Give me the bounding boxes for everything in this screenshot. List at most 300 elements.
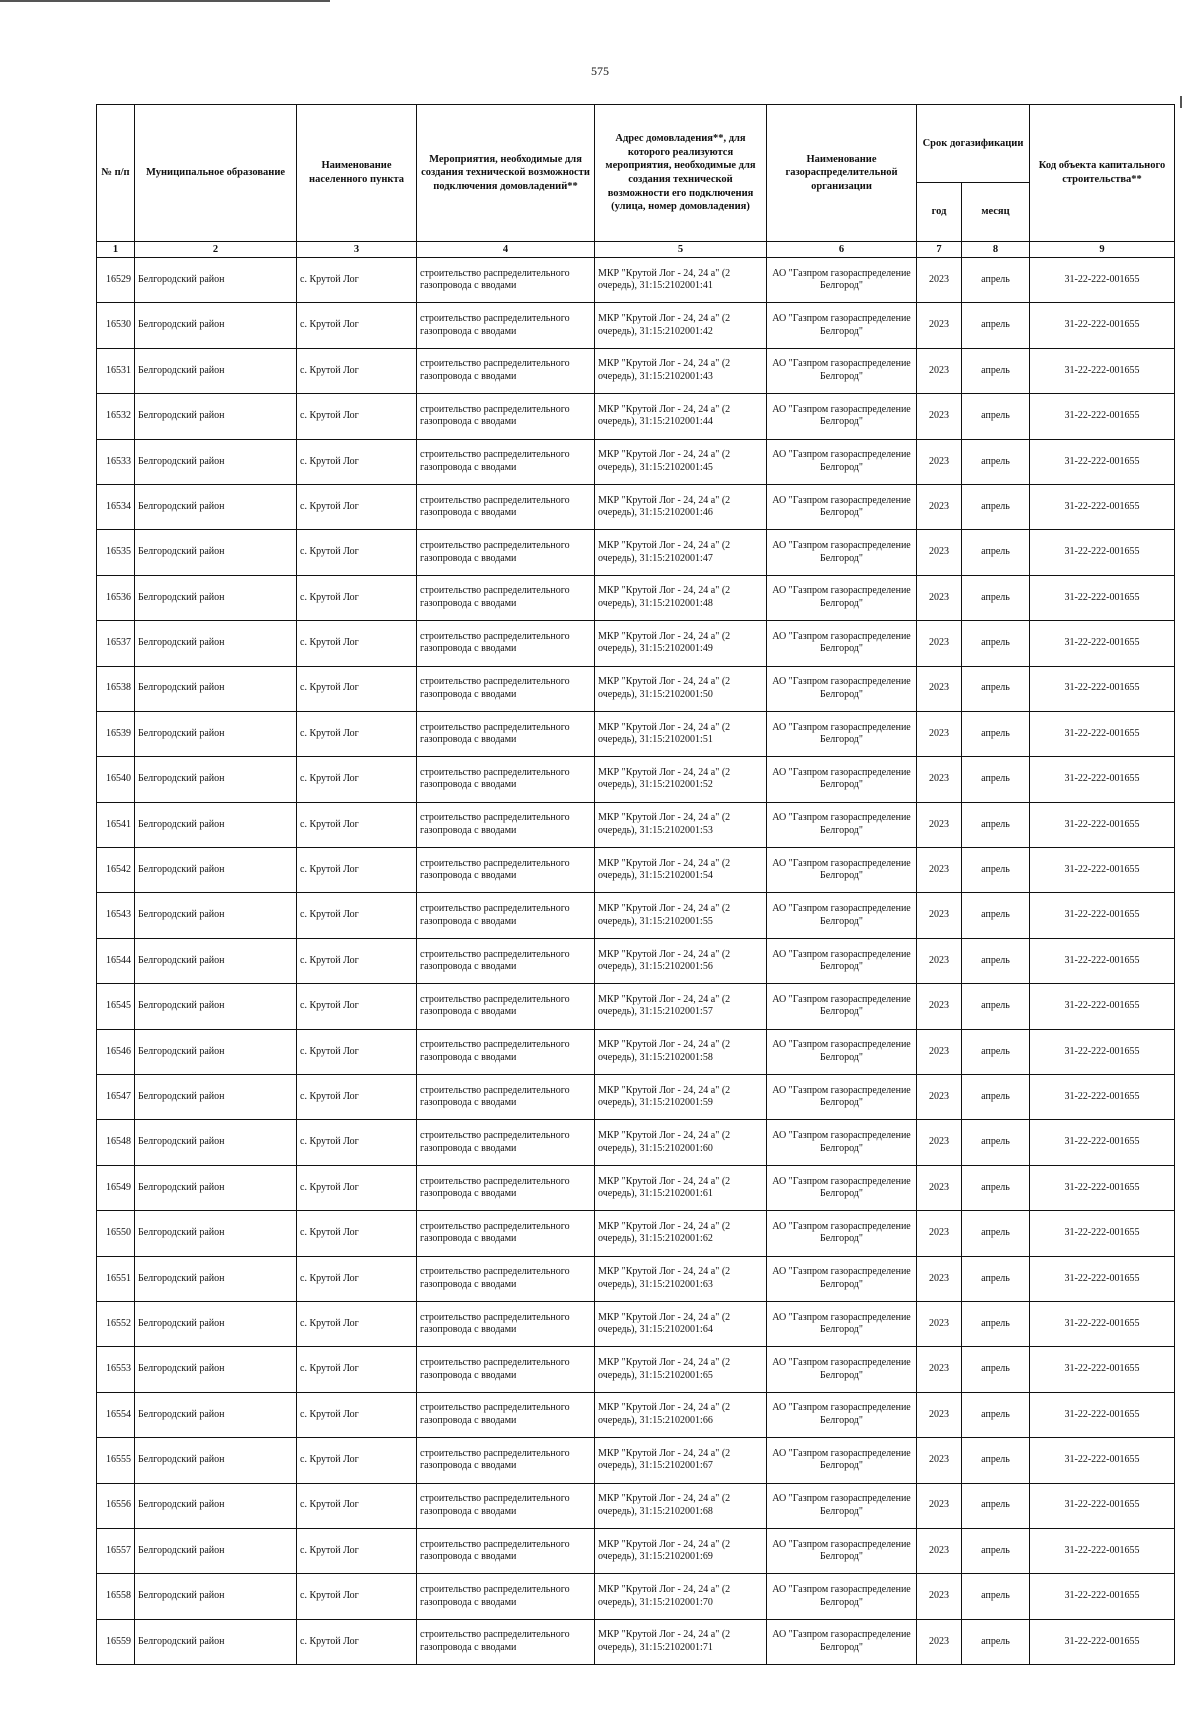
year-cell: 2023 <box>917 1528 962 1573</box>
settlement-cell: с. Крутой Лог <box>297 1075 417 1120</box>
year-cell: 2023 <box>917 1165 962 1210</box>
measures-cell: строительство распределительного газопровода с вводами <box>417 1211 595 1256</box>
settlement-cell: с. Крутой Лог <box>297 802 417 847</box>
settlement-cell: с. Крутой Лог <box>297 1120 417 1165</box>
settlement-cell: с. Крутой Лог <box>297 1256 417 1301</box>
settlement-cell: с. Крутой Лог <box>297 1029 417 1074</box>
municipality-cell: Белгородский район <box>135 1392 297 1437</box>
year-cell: 2023 <box>917 1075 962 1120</box>
measures-cell: строительство распределительного газопровода с вводами <box>417 1256 595 1301</box>
address-cell: МКР "Крутой Лог - 24, 24 а" (2 очередь), 31:15:2102001:54 <box>595 848 767 893</box>
municipality-cell: Белгородский район <box>135 1619 297 1664</box>
municipality-cell: Белгородский район <box>135 802 297 847</box>
object-code-cell: 31-22-222-001655 <box>1030 1211 1175 1256</box>
month-cell: апрель <box>962 1120 1030 1165</box>
address-cell: МКР "Крутой Лог - 24, 24 а" (2 очередь), 31:15:2102001:47 <box>595 530 767 575</box>
year-cell: 2023 <box>917 1211 962 1256</box>
year-cell: 2023 <box>917 1256 962 1301</box>
address-cell: МКР "Крутой Лог - 24, 24 а" (2 очередь), 31:15:2102001:44 <box>595 394 767 439</box>
organization-cell: АО "Газпром газораспределение Белгород" <box>767 1574 917 1619</box>
settlement-cell: с. Крутой Лог <box>297 394 417 439</box>
settlement-cell: с. Крутой Лог <box>297 1438 417 1483</box>
settlement-cell: с. Крутой Лог <box>297 938 417 983</box>
year-cell: 2023 <box>917 575 962 620</box>
object-code-cell: 31-22-222-001655 <box>1030 1438 1175 1483</box>
row-number: 16549 <box>97 1165 135 1210</box>
measures-cell: строительство распределительного газопровода с вводами <box>417 575 595 620</box>
year-cell: 2023 <box>917 757 962 802</box>
organization-cell: АО "Газпром газораспределение Белгород" <box>767 303 917 348</box>
table-row <box>97 575 1175 620</box>
table-row <box>97 938 1175 983</box>
municipality-cell: Белгородский район <box>135 984 297 1029</box>
organization-cell: АО "Газпром газораспределение Белгород" <box>767 1301 917 1346</box>
measures-cell: строительство распределительного газопровода с вводами <box>417 848 595 893</box>
row-number: 16546 <box>97 1029 135 1074</box>
address-cell: МКР "Крутой Лог - 24, 24 а" (2 очередь), 31:15:2102001:61 <box>595 1165 767 1210</box>
object-code-cell: 31-22-222-001655 <box>1030 484 1175 529</box>
column-number: 4 <box>417 242 595 258</box>
column-number: 1 <box>97 242 135 258</box>
settlement-cell: с. Крутой Лог <box>297 984 417 1029</box>
address-cell: МКР "Крутой Лог - 24, 24 а" (2 очередь), 31:15:2102001:53 <box>595 802 767 847</box>
address-cell: МКР "Крутой Лог - 24, 24 а" (2 очередь), 31:15:2102001:70 <box>595 1574 767 1619</box>
year-cell: 2023 <box>917 711 962 756</box>
row-number: 16550 <box>97 1211 135 1256</box>
measures-cell: строительство распределительного газопровода с вводами <box>417 1528 595 1573</box>
row-number: 16545 <box>97 984 135 1029</box>
organization-cell: АО "Газпром газораспределение Белгород" <box>767 984 917 1029</box>
object-code-cell: 31-22-222-001655 <box>1030 757 1175 802</box>
table-row <box>97 1165 1175 1210</box>
year-cell: 2023 <box>917 1438 962 1483</box>
year-cell: 2023 <box>917 1619 962 1664</box>
measures-cell: строительство распределительного газопровода с вводами <box>417 711 595 756</box>
year-cell: 2023 <box>917 984 962 1029</box>
measures-cell: строительство распределительного газопровода с вводами <box>417 394 595 439</box>
organization-cell: АО "Газпром газораспределение Белгород" <box>767 1256 917 1301</box>
municipality-cell: Белгородский район <box>135 757 297 802</box>
settlement-cell: с. Крутой Лог <box>297 1392 417 1437</box>
month-cell: апрель <box>962 1392 1030 1437</box>
table-row <box>97 1120 1175 1165</box>
measures-cell: строительство распределительного газопровода с вводами <box>417 258 595 303</box>
row-number: 16556 <box>97 1483 135 1528</box>
month-cell: апрель <box>962 348 1030 393</box>
row-number: 16537 <box>97 621 135 666</box>
address-cell: МКР "Крутой Лог - 24, 24 а" (2 очередь), 31:15:2102001:57 <box>595 984 767 1029</box>
measures-cell: строительство распределительного газопровода с вводами <box>417 893 595 938</box>
municipality-cell: Белгородский район <box>135 1165 297 1210</box>
year-cell: 2023 <box>917 1392 962 1437</box>
municipality-cell: Белгородский район <box>135 1211 297 1256</box>
object-code-cell: 31-22-222-001655 <box>1030 1483 1175 1528</box>
table-row <box>97 348 1175 393</box>
measures-cell: строительство распределительного газопровода с вводами <box>417 348 595 393</box>
address-cell: МКР "Крутой Лог - 24, 24 а" (2 очередь), 31:15:2102001:67 <box>595 1438 767 1483</box>
month-cell: апрель <box>962 303 1030 348</box>
row-number: 16538 <box>97 666 135 711</box>
month-cell: апрель <box>962 530 1030 575</box>
measures-cell: строительство распределительного газопровода с вводами <box>417 1619 595 1664</box>
municipality-cell: Белгородский район <box>135 1075 297 1120</box>
row-number: 16540 <box>97 757 135 802</box>
table-row <box>97 1483 1175 1528</box>
row-number: 16552 <box>97 1301 135 1346</box>
scan-artifact <box>0 0 330 2</box>
table-row <box>97 530 1175 575</box>
header-organization: Наименование газораспределительной организации <box>767 105 917 242</box>
row-number: 16531 <box>97 348 135 393</box>
table-row <box>97 258 1175 303</box>
year-cell: 2023 <box>917 848 962 893</box>
municipality-cell: Белгородский район <box>135 1301 297 1346</box>
object-code-cell: 31-22-222-001655 <box>1030 1075 1175 1120</box>
column-number: 2 <box>135 242 297 258</box>
header-month: месяц <box>962 183 1030 242</box>
municipality-cell: Белгородский район <box>135 711 297 756</box>
address-cell: МКР "Крутой Лог - 24, 24 а" (2 очередь), 31:15:2102001:56 <box>595 938 767 983</box>
object-code-cell: 31-22-222-001655 <box>1030 1256 1175 1301</box>
organization-cell: АО "Газпром газораспределение Белгород" <box>767 893 917 938</box>
organization-cell: АО "Газпром газораспределение Белгород" <box>767 848 917 893</box>
settlement-cell: с. Крутой Лог <box>297 1301 417 1346</box>
row-number: 16535 <box>97 530 135 575</box>
measures-cell: строительство распределительного газопровода с вводами <box>417 938 595 983</box>
year-cell: 2023 <box>917 348 962 393</box>
measures-cell: строительство распределительного газопровода с вводами <box>417 530 595 575</box>
column-number: 6 <box>767 242 917 258</box>
table-header <box>97 105 1175 258</box>
table-row <box>97 484 1175 529</box>
table-row <box>97 1256 1175 1301</box>
organization-cell: АО "Газпром газораспределение Белгород" <box>767 802 917 847</box>
measures-cell: строительство распределительного газопровода с вводами <box>417 1165 595 1210</box>
measures-cell: строительство распределительного газопровода с вводами <box>417 802 595 847</box>
address-cell: МКР "Крутой Лог - 24, 24 а" (2 очередь), 31:15:2102001:42 <box>595 303 767 348</box>
month-cell: апрель <box>962 1165 1030 1210</box>
municipality-cell: Белгородский район <box>135 1483 297 1528</box>
year-cell: 2023 <box>917 893 962 938</box>
settlement-cell: с. Крутой Лог <box>297 1528 417 1573</box>
object-code-cell: 31-22-222-001655 <box>1030 1347 1175 1392</box>
row-number: 16544 <box>97 938 135 983</box>
organization-cell: АО "Газпром газораспределение Белгород" <box>767 1528 917 1573</box>
settlement-cell: с. Крутой Лог <box>297 1165 417 1210</box>
settlement-cell: с. Крутой Лог <box>297 1347 417 1392</box>
row-number: 16536 <box>97 575 135 620</box>
header-year: год <box>917 183 962 242</box>
year-cell: 2023 <box>917 1483 962 1528</box>
address-cell: МКР "Крутой Лог - 24, 24 а" (2 очередь), 31:15:2102001:60 <box>595 1120 767 1165</box>
year-cell: 2023 <box>917 938 962 983</box>
object-code-cell: 31-22-222-001655 <box>1030 1574 1175 1619</box>
organization-cell: АО "Газпром газораспределение Белгород" <box>767 757 917 802</box>
settlement-cell: с. Крутой Лог <box>297 893 417 938</box>
object-code-cell: 31-22-222-001655 <box>1030 938 1175 983</box>
address-cell: МКР "Крутой Лог - 24, 24 а" (2 очередь), 31:15:2102001:52 <box>595 757 767 802</box>
column-number: 5 <box>595 242 767 258</box>
address-cell: МКР "Крутой Лог - 24, 24 а" (2 очередь), 31:15:2102001:66 <box>595 1392 767 1437</box>
month-cell: апрель <box>962 394 1030 439</box>
address-cell: МКР "Крутой Лог - 24, 24 а" (2 очередь), 31:15:2102001:64 <box>595 1301 767 1346</box>
measures-cell: строительство распределительного газопровода с вводами <box>417 1301 595 1346</box>
settlement-cell: с. Крутой Лог <box>297 484 417 529</box>
table-row <box>97 848 1175 893</box>
object-code-cell: 31-22-222-001655 <box>1030 848 1175 893</box>
table-row <box>97 711 1175 756</box>
organization-cell: АО "Газпром газораспределение Белгород" <box>767 1120 917 1165</box>
object-code-cell: 31-22-222-001655 <box>1030 802 1175 847</box>
address-cell: МКР "Крутой Лог - 24, 24 а" (2 очередь), 31:15:2102001:71 <box>595 1619 767 1664</box>
header-measures: Мероприятия, необходимые для создания технической возможности подключения домовладений** <box>417 105 595 242</box>
municipality-cell: Белгородский район <box>135 1574 297 1619</box>
object-code-cell: 31-22-222-001655 <box>1030 575 1175 620</box>
measures-cell: строительство распределительного газопровода с вводами <box>417 984 595 1029</box>
month-cell: апрель <box>962 1574 1030 1619</box>
year-cell: 2023 <box>917 439 962 484</box>
month-cell: апрель <box>962 1483 1030 1528</box>
object-code-cell: 31-22-222-001655 <box>1030 1120 1175 1165</box>
municipality-cell: Белгородский район <box>135 1438 297 1483</box>
measures-cell: строительство распределительного газопровода с вводами <box>417 1438 595 1483</box>
year-cell: 2023 <box>917 530 962 575</box>
year-cell: 2023 <box>917 666 962 711</box>
settlement-cell: с. Крутой Лог <box>297 303 417 348</box>
organization-cell: АО "Газпром газораспределение Белгород" <box>767 1029 917 1074</box>
municipality-cell: Белгородский район <box>135 848 297 893</box>
object-code-cell: 31-22-222-001655 <box>1030 1029 1175 1074</box>
table-row <box>97 439 1175 484</box>
settlement-cell: с. Крутой Лог <box>297 348 417 393</box>
row-number: 16529 <box>97 258 135 303</box>
settlement-cell: с. Крутой Лог <box>297 1483 417 1528</box>
address-cell: МКР "Крутой Лог - 24, 24 а" (2 очередь), 31:15:2102001:59 <box>595 1075 767 1120</box>
measures-cell: строительство распределительного газопровода с вводами <box>417 621 595 666</box>
organization-cell: АО "Газпром газораспределение Белгород" <box>767 711 917 756</box>
address-cell: МКР "Крутой Лог - 24, 24 а" (2 очередь), 31:15:2102001:69 <box>595 1528 767 1573</box>
object-code-cell: 31-22-222-001655 <box>1030 1301 1175 1346</box>
municipality-cell: Белгородский район <box>135 394 297 439</box>
row-number: 16534 <box>97 484 135 529</box>
municipality-cell: Белгородский район <box>135 1528 297 1573</box>
header-settlement: Наименование населенного пункта <box>297 105 417 242</box>
measures-cell: строительство распределительного газопровода с вводами <box>417 303 595 348</box>
year-cell: 2023 <box>917 484 962 529</box>
table-row <box>97 1301 1175 1346</box>
address-cell: МКР "Крутой Лог - 24, 24 а" (2 очередь), 31:15:2102001:41 <box>595 258 767 303</box>
measures-cell: строительство распределительного газопровода с вводами <box>417 1075 595 1120</box>
table-row <box>97 1528 1175 1573</box>
organization-cell: АО "Газпром газораспределение Белгород" <box>767 1075 917 1120</box>
organization-cell: АО "Газпром газораспределение Белгород" <box>767 530 917 575</box>
organization-cell: АО "Газпром газораспределение Белгород" <box>767 621 917 666</box>
row-number: 16553 <box>97 1347 135 1392</box>
settlement-cell: с. Крутой Лог <box>297 666 417 711</box>
month-cell: апрель <box>962 984 1030 1029</box>
municipality-cell: Белгородский район <box>135 1347 297 1392</box>
header-object-code: Код объекта капитального строительства** <box>1030 105 1175 242</box>
settlement-cell: с. Крутой Лог <box>297 1619 417 1664</box>
address-cell: МКР "Крутой Лог - 24, 24 а" (2 очередь), 31:15:2102001:46 <box>595 484 767 529</box>
settlement-cell: с. Крутой Лог <box>297 757 417 802</box>
scan-artifact <box>1180 96 1182 108</box>
object-code-cell: 31-22-222-001655 <box>1030 258 1175 303</box>
object-code-cell: 31-22-222-001655 <box>1030 303 1175 348</box>
row-number: 16557 <box>97 1528 135 1573</box>
organization-cell: АО "Газпром газораспределение Белгород" <box>767 394 917 439</box>
row-number: 16551 <box>97 1256 135 1301</box>
municipality-cell: Белгородский район <box>135 621 297 666</box>
settlement-cell: с. Крутой Лог <box>297 711 417 756</box>
row-number: 16559 <box>97 1619 135 1664</box>
object-code-cell: 31-22-222-001655 <box>1030 439 1175 484</box>
object-code-cell: 31-22-222-001655 <box>1030 348 1175 393</box>
municipality-cell: Белгородский район <box>135 303 297 348</box>
organization-cell: АО "Газпром газораспределение Белгород" <box>767 484 917 529</box>
row-number: 16547 <box>97 1075 135 1120</box>
municipality-cell: Белгородский район <box>135 575 297 620</box>
month-cell: апрель <box>962 711 1030 756</box>
month-cell: апрель <box>962 938 1030 983</box>
month-cell: апрель <box>962 802 1030 847</box>
row-number: 16555 <box>97 1438 135 1483</box>
row-number: 16541 <box>97 802 135 847</box>
year-cell: 2023 <box>917 394 962 439</box>
month-cell: апрель <box>962 1256 1030 1301</box>
month-cell: апрель <box>962 1029 1030 1074</box>
row-number: 16543 <box>97 893 135 938</box>
municipality-cell: Белгородский район <box>135 348 297 393</box>
month-cell: апрель <box>962 666 1030 711</box>
row-number: 16554 <box>97 1392 135 1437</box>
table-row <box>97 621 1175 666</box>
measures-cell: строительство распределительного газопровода с вводами <box>417 1392 595 1437</box>
object-code-cell: 31-22-222-001655 <box>1030 1528 1175 1573</box>
row-number: 16539 <box>97 711 135 756</box>
column-number: 9 <box>1030 242 1175 258</box>
table-row <box>97 666 1175 711</box>
month-cell: апрель <box>962 484 1030 529</box>
organization-cell: АО "Газпром газораспределение Белгород" <box>767 1392 917 1437</box>
organization-cell: АО "Газпром газораспределение Белгород" <box>767 1347 917 1392</box>
month-cell: апрель <box>962 848 1030 893</box>
measures-cell: строительство распределительного газопровода с вводами <box>417 439 595 484</box>
header-deadline: Срок догазификации <box>917 105 1030 183</box>
settlement-cell: с. Крутой Лог <box>297 848 417 893</box>
year-cell: 2023 <box>917 258 962 303</box>
object-code-cell: 31-22-222-001655 <box>1030 621 1175 666</box>
row-number: 16542 <box>97 848 135 893</box>
organization-cell: АО "Газпром газораспределение Белгород" <box>767 439 917 484</box>
year-cell: 2023 <box>917 1120 962 1165</box>
measures-cell: строительство распределительного газопровода с вводами <box>417 1483 595 1528</box>
address-cell: МКР "Крутой Лог - 24, 24 а" (2 очередь), 31:15:2102001:63 <box>595 1256 767 1301</box>
year-cell: 2023 <box>917 1574 962 1619</box>
object-code-cell: 31-22-222-001655 <box>1030 711 1175 756</box>
month-cell: апрель <box>962 1438 1030 1483</box>
address-cell: МКР "Крутой Лог - 24, 24 а" (2 очередь), 31:15:2102001:48 <box>595 575 767 620</box>
object-code-cell: 31-22-222-001655 <box>1030 394 1175 439</box>
municipality-cell: Белгородский район <box>135 893 297 938</box>
settlement-cell: с. Крутой Лог <box>297 1574 417 1619</box>
column-number: 7 <box>917 242 962 258</box>
measures-cell: строительство распределительного газопровода с вводами <box>417 757 595 802</box>
column-number-row <box>97 242 1175 258</box>
month-cell: апрель <box>962 258 1030 303</box>
year-cell: 2023 <box>917 1301 962 1346</box>
header-num: № п/п <box>97 105 135 242</box>
month-cell: апрель <box>962 575 1030 620</box>
row-number: 16548 <box>97 1120 135 1165</box>
year-cell: 2023 <box>917 621 962 666</box>
address-cell: МКР "Крутой Лог - 24, 24 а" (2 очередь), 31:15:2102001:65 <box>595 1347 767 1392</box>
month-cell: апрель <box>962 893 1030 938</box>
municipality-cell: Белгородский район <box>135 938 297 983</box>
table-row <box>97 1075 1175 1120</box>
address-cell: МКР "Крутой Лог - 24, 24 а" (2 очередь), 31:15:2102001:58 <box>595 1029 767 1074</box>
measures-cell: строительство распределительного газопровода с вводами <box>417 1120 595 1165</box>
settlement-cell: с. Крутой Лог <box>297 621 417 666</box>
settlement-cell: с. Крутой Лог <box>297 575 417 620</box>
month-cell: апрель <box>962 621 1030 666</box>
municipality-cell: Белгородский район <box>135 1029 297 1074</box>
object-code-cell: 31-22-222-001655 <box>1030 1392 1175 1437</box>
row-number: 16530 <box>97 303 135 348</box>
address-cell: МКР "Крутой Лог - 24, 24 а" (2 очередь), 31:15:2102001:55 <box>595 893 767 938</box>
organization-cell: АО "Газпром газораспределение Белгород" <box>767 1211 917 1256</box>
settlement-cell: с. Крутой Лог <box>297 1211 417 1256</box>
measures-cell: строительство распределительного газопровода с вводами <box>417 1029 595 1074</box>
table-row <box>97 1574 1175 1619</box>
gasification-table <box>96 104 1175 1665</box>
row-number: 16532 <box>97 394 135 439</box>
header-address: Адрес домовладения**, для которого реализуются мероприятия, необходимые для создания технической возможности его подключения (улица, номер домовладения) <box>595 105 767 242</box>
table-row <box>97 1438 1175 1483</box>
year-cell: 2023 <box>917 1029 962 1074</box>
settlement-cell: с. Крутой Лог <box>297 258 417 303</box>
table-row <box>97 1392 1175 1437</box>
object-code-cell: 31-22-222-001655 <box>1030 1619 1175 1664</box>
municipality-cell: Белгородский район <box>135 484 297 529</box>
organization-cell: АО "Газпром газораспределение Белгород" <box>767 348 917 393</box>
year-cell: 2023 <box>917 303 962 348</box>
municipality-cell: Белгородский район <box>135 1256 297 1301</box>
month-cell: апрель <box>962 1347 1030 1392</box>
table-row <box>97 1347 1175 1392</box>
organization-cell: АО "Газпром газораспределение Белгород" <box>767 1619 917 1664</box>
table-row <box>97 984 1175 1029</box>
month-cell: апрель <box>962 757 1030 802</box>
address-cell: МКР "Крутой Лог - 24, 24 а" (2 очередь), 31:15:2102001:43 <box>595 348 767 393</box>
object-code-cell: 31-22-222-001655 <box>1030 1165 1175 1210</box>
organization-cell: АО "Газпром газораспределение Белгород" <box>767 1483 917 1528</box>
table-row <box>97 1211 1175 1256</box>
municipality-cell: Белгородский район <box>135 666 297 711</box>
table-row <box>97 893 1175 938</box>
address-cell: МКР "Крутой Лог - 24, 24 а" (2 очередь), 31:15:2102001:51 <box>595 711 767 756</box>
object-code-cell: 31-22-222-001655 <box>1030 666 1175 711</box>
table-row <box>97 1029 1175 1074</box>
organization-cell: АО "Газпром газораспределение Белгород" <box>767 575 917 620</box>
address-cell: МКР "Крутой Лог - 24, 24 а" (2 очередь), 31:15:2102001:62 <box>595 1211 767 1256</box>
table-row <box>97 1619 1175 1664</box>
settlement-cell: с. Крутой Лог <box>297 439 417 484</box>
year-cell: 2023 <box>917 802 962 847</box>
object-code-cell: 31-22-222-001655 <box>1030 893 1175 938</box>
page-number: 575 <box>591 64 609 78</box>
measures-cell: строительство распределительного газопровода с вводами <box>417 1574 595 1619</box>
